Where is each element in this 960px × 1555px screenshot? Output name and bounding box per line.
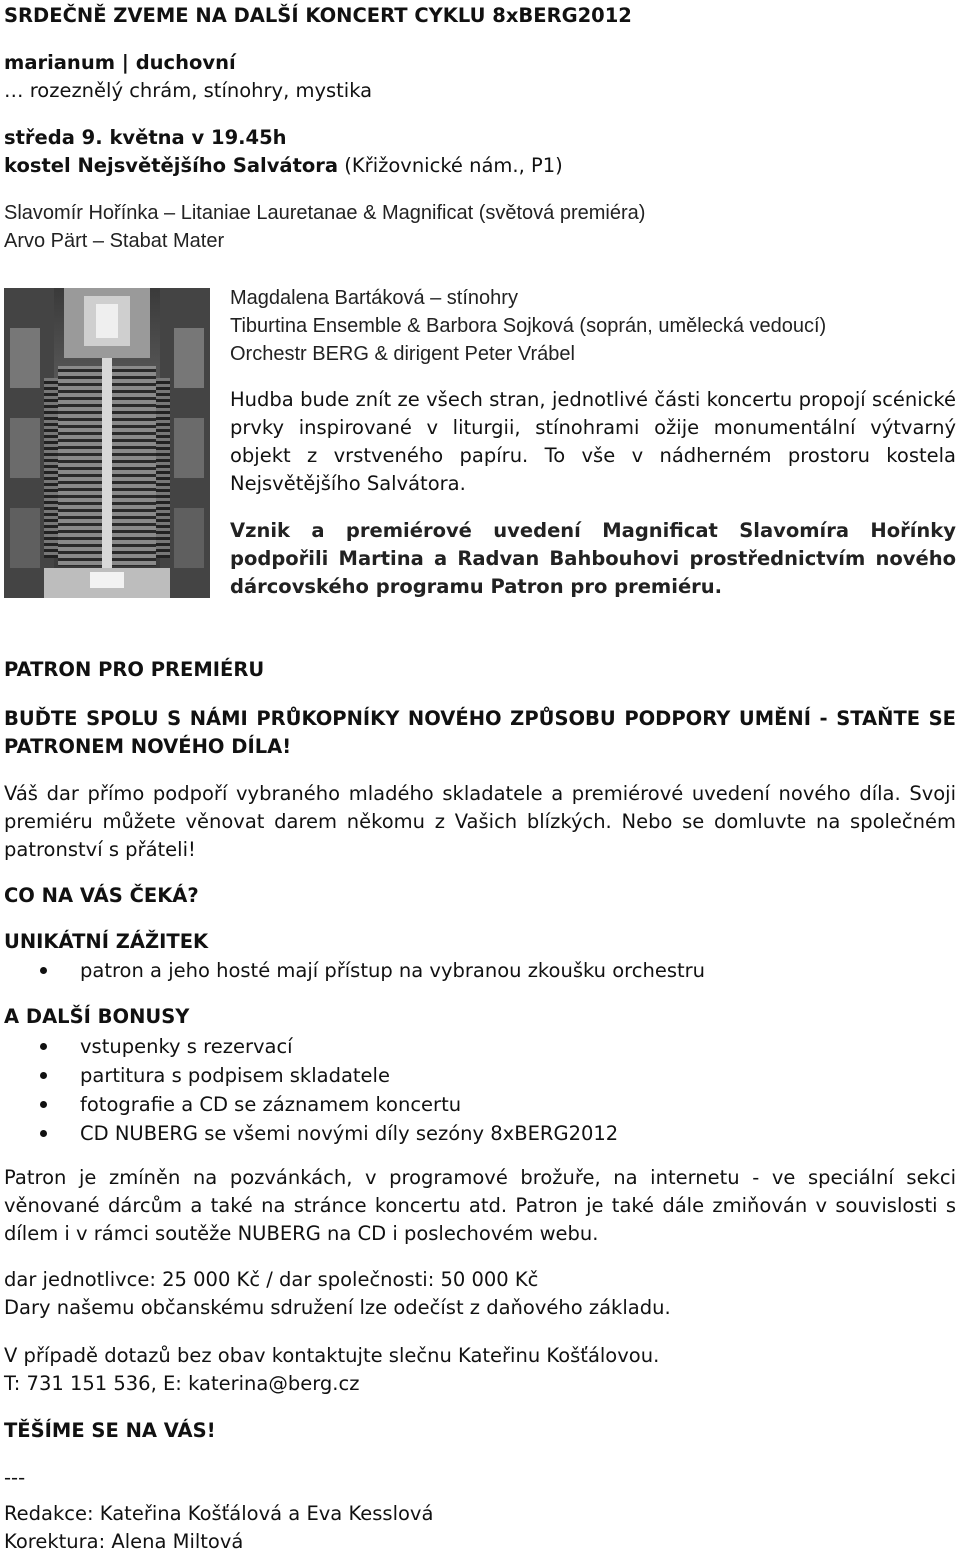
- unique-experience-heading: UNIKÁTNÍ ZÁŽITEK: [4, 930, 209, 953]
- performer-line-3: Orchestr BERG & dirigent Peter Vrábel: [230, 343, 575, 365]
- list-item: vstupenky s rezervací: [4, 1032, 618, 1061]
- patron-intro: Váš dar přímo podpoří vybraného mladého skladatele a premiérové uvedení nového díla. Svoji premiéru můžete věnovat darem někomu z Vašich blízkých. Nebo se domluvte na společném patronství s přáteli!: [4, 782, 956, 861]
- unique-experience-list: [4, 956, 705, 985]
- footer-separator: ---: [4, 1466, 26, 1489]
- contact-details: T: 731 151 536, E: katerina@berg.cz: [4, 1372, 360, 1395]
- bullet-icon: [40, 1130, 47, 1137]
- list-item: CD NUBERG se všemi novými díly sezóny 8xBERG2012: [4, 1119, 618, 1148]
- bonus-heading: A DALŠÍ BONUSY: [4, 1005, 190, 1028]
- bullet-icon: [40, 1101, 47, 1108]
- bullet-icon: [40, 967, 47, 974]
- bullet-icon: [40, 1072, 47, 1079]
- patron-mention: Patron je zmíněn na pozvánkách, v programové brožuře, na internetu - ve speciální sekci věnované dárcům a také na stránce koncertu atd. Patron je také dále zmiňován v souvislosti s dílem i v rámci soutěže NUBERG na CD i poslechovém webu.: [4, 1166, 956, 1245]
- donation-amounts: dar jednotlivce: 25 000 Kč / dar společnosti: 50 000 Kč: [4, 1268, 539, 1291]
- footer-editors: Redakce: Kateřina Košťálová a Eva Kesslová: [4, 1502, 434, 1525]
- series-tagline: … rozeznělý chrám, stínohry, mystika: [4, 79, 373, 102]
- performers-block: [230, 284, 956, 368]
- patron-heading: PATRON PRO PREMIÉRU: [4, 658, 265, 681]
- tax-note: Dary našemu občanskému sdružení lze odečíst z daňového základu.: [4, 1296, 671, 1319]
- closing-line: TĚŠÍME SE NA VÁS!: [4, 1419, 216, 1442]
- series-title: marianum | duchovní: [4, 51, 236, 74]
- patron-callout: BUĎTE SPOLU S NÁMI PRŮKOPNÍKY NOVÉHO ZPŮSOBU PODPORY UMĚNÍ - STAŇTE SE PATRONEM NOVÉHO DÍLA!: [4, 707, 956, 758]
- venue-name: kostel Nejsvětějšího Salvátora: [4, 154, 339, 177]
- venue-detail: (Křižovnické nám., P1): [338, 154, 563, 177]
- footer-proofreading: Korektura: Alena Miltová: [4, 1530, 244, 1553]
- concert-description: Hudba bude znít ze všech stran, jednotlivé části koncertu propojí scénické prvky inspirované v liturgii, stínohrami ožije monumentální výtvarný objekt z vrstveného papíru. To vše v nádherném prostoru kostela Nejsvětějšího Salvátora.: [230, 388, 956, 495]
- program-line-1: Slavomír Hořínka – Litaniae Lauretanae & Magnificat (světová premiéra): [4, 202, 646, 224]
- bonus-list: [4, 1032, 618, 1148]
- list-item: fotografie a CD se záznamem koncertu: [4, 1090, 618, 1119]
- list-item: partitura s podpisem skladatele: [4, 1061, 618, 1090]
- concert-venue: [4, 154, 563, 178]
- contact-line: V případě dotazů bez obav kontaktujte slečnu Kateřinu Košťálovou.: [4, 1344, 660, 1367]
- what-awaits-heading: CO NA VÁS ČEKÁ?: [4, 884, 199, 907]
- concert-date: středa 9. května v 19.45h: [4, 126, 287, 149]
- church-interior-photo: [4, 288, 210, 598]
- invite-heading: SRDEČNĚ ZVEME NA DALŠÍ KONCERT CYKLU 8xBERG2012: [4, 4, 632, 27]
- list-item: patron a jeho hosté mají přístup na vybranou zkoušku orchestru: [4, 956, 705, 985]
- performer-line-2: Tiburtina Ensemble & Barbora Sojková (soprán, umělecká vedoucí): [230, 315, 827, 337]
- bullet-icon: [40, 1043, 47, 1050]
- performer-line-1: Magdalena Bartáková – stínohry: [230, 287, 518, 309]
- program-line-2: Arvo Pärt – Stabat Mater: [4, 230, 225, 252]
- sponsor-note: Vznik a premiérové uvedení Magnificat Slavomíra Hořínky podpořili Martina a Radvan Bahbouhovi prostřednictvím nového dárcovského programu Patron pro premiéru.: [230, 519, 956, 598]
